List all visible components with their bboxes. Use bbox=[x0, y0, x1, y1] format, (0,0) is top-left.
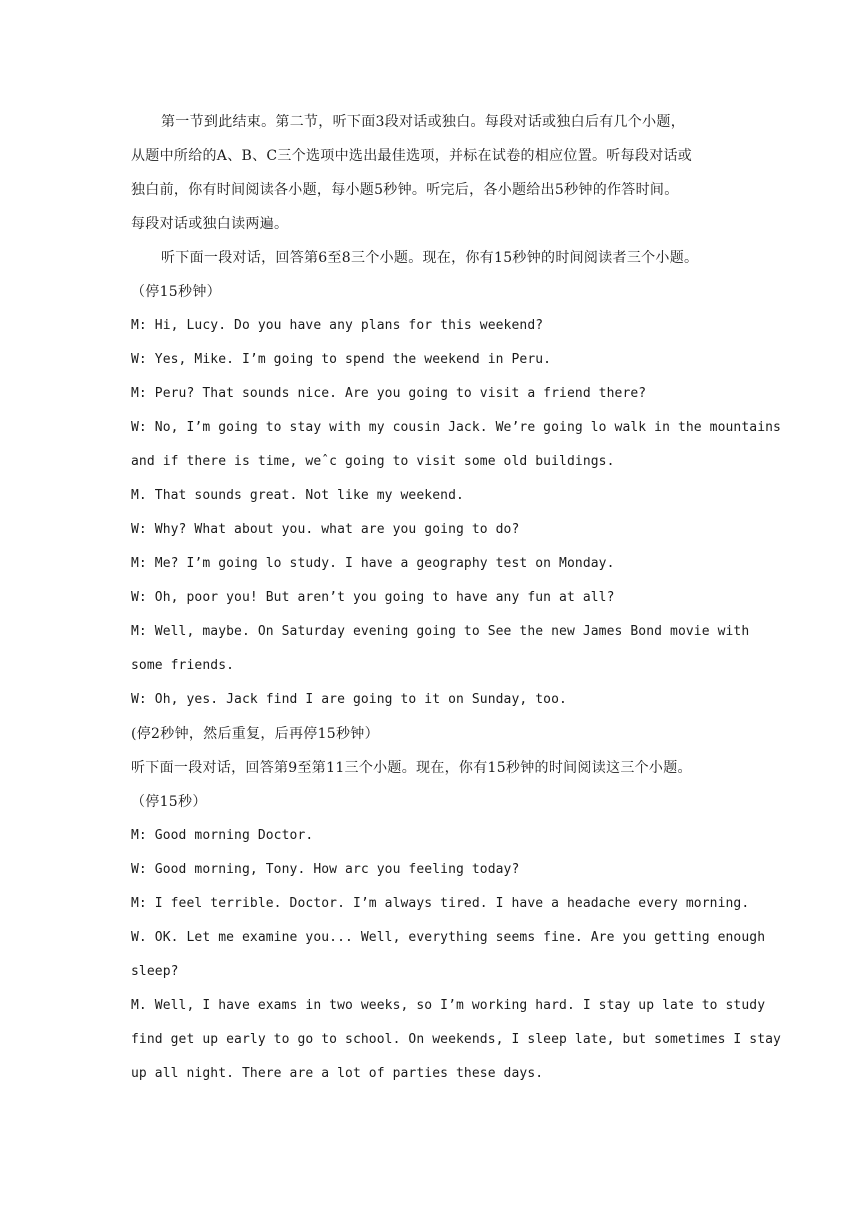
dialogue-line: some friends. bbox=[131, 658, 235, 673]
dialogue-line: W: No, I’m going to stay with my cousin Jack. We’re going lo walk in the mountains bbox=[131, 420, 781, 435]
dialogue-line: W: Yes, Mike. I’m going to spend the weekend in Peru. bbox=[131, 352, 552, 367]
dialogue-line: W: Why? What about you. what are you going to do? bbox=[131, 522, 520, 537]
dialogue-line: W: Oh, poor you! But aren’t you going to have any fun at all? bbox=[131, 590, 615, 605]
paragraph-line: 听下面一段对话，回答第6至8三个小题。现在，你有15秒钟的时间阅读者三个小题。 bbox=[161, 250, 699, 266]
paragraph-line: 每段对话或独白读两遍。 bbox=[131, 216, 289, 232]
dialogue-line: W. OK. Let me examine you... Well, everything seems fine. Are you getting enough bbox=[131, 930, 766, 945]
dialogue-line: M. Well, I have exams in two weeks, so I’m working hard. I stay up late to study bbox=[131, 998, 766, 1013]
paragraph-line: 听下面一段对话，回答第9至第11三个小题。现在，你有15秒钟的时间阅读这三个小题。 bbox=[131, 760, 692, 776]
paragraph-line: (停2秒钟，然后重复，后再停15秒钟） bbox=[131, 726, 379, 742]
paragraph-line: 从题中所给的A、B、C三个选项中选出最佳选项，并标在试卷的相应位置。听每段对话或 bbox=[131, 148, 693, 164]
dialogue-line: find get up early to go to school. On weekends, I sleep late, but sometimes I stay bbox=[131, 1032, 781, 1047]
paragraph-line: 独白前，你有时间阅读各小题，每小题5秒钟。听完后，各小题给出5秒钟的作答时间。 bbox=[131, 182, 679, 198]
dialogue-line: W: Good morning, Tony. How arc you feeling today? bbox=[131, 862, 520, 877]
dialogue-line: M: Me? I’m going lo study. I have a geography test on Monday. bbox=[131, 556, 615, 571]
paragraph-line: （停15秒） bbox=[131, 794, 207, 810]
dialogue-line: M: Hi, Lucy. Do you have any plans for this weekend? bbox=[131, 318, 544, 333]
paragraph-line: 第一节到此结束。第二节，听下面3段对话或独白。每段对话或独白后有几个小题， bbox=[161, 114, 686, 130]
dialogue-line: M: I feel terrible. Doctor. I’m always tired. I have a headache every morning. bbox=[131, 896, 750, 911]
dialogue-line: W: Oh, yes. Jack find I are going to it on Sunday, too. bbox=[131, 692, 567, 707]
dialogue-line: M: Peru? That sounds nice. Are you going to visit a friend there? bbox=[131, 386, 647, 401]
dialogue-line: M: Good morning Doctor. bbox=[131, 828, 314, 843]
dialogue-line: up all night. There are a lot of parties these days. bbox=[131, 1066, 544, 1081]
dialogue-line: sleep? bbox=[131, 964, 179, 979]
paragraph-line: （停15秒钟） bbox=[131, 284, 221, 300]
document-body bbox=[131, 108, 781, 1094]
dialogue-line: and if there is time, weˆc going to visit some old buildings. bbox=[131, 454, 615, 469]
dialogue-line: M. That sounds great. Not like my weekend. bbox=[131, 488, 464, 503]
dialogue-line: M: Well, maybe. On Saturday evening going to See the new James Bond movie with bbox=[131, 624, 750, 639]
